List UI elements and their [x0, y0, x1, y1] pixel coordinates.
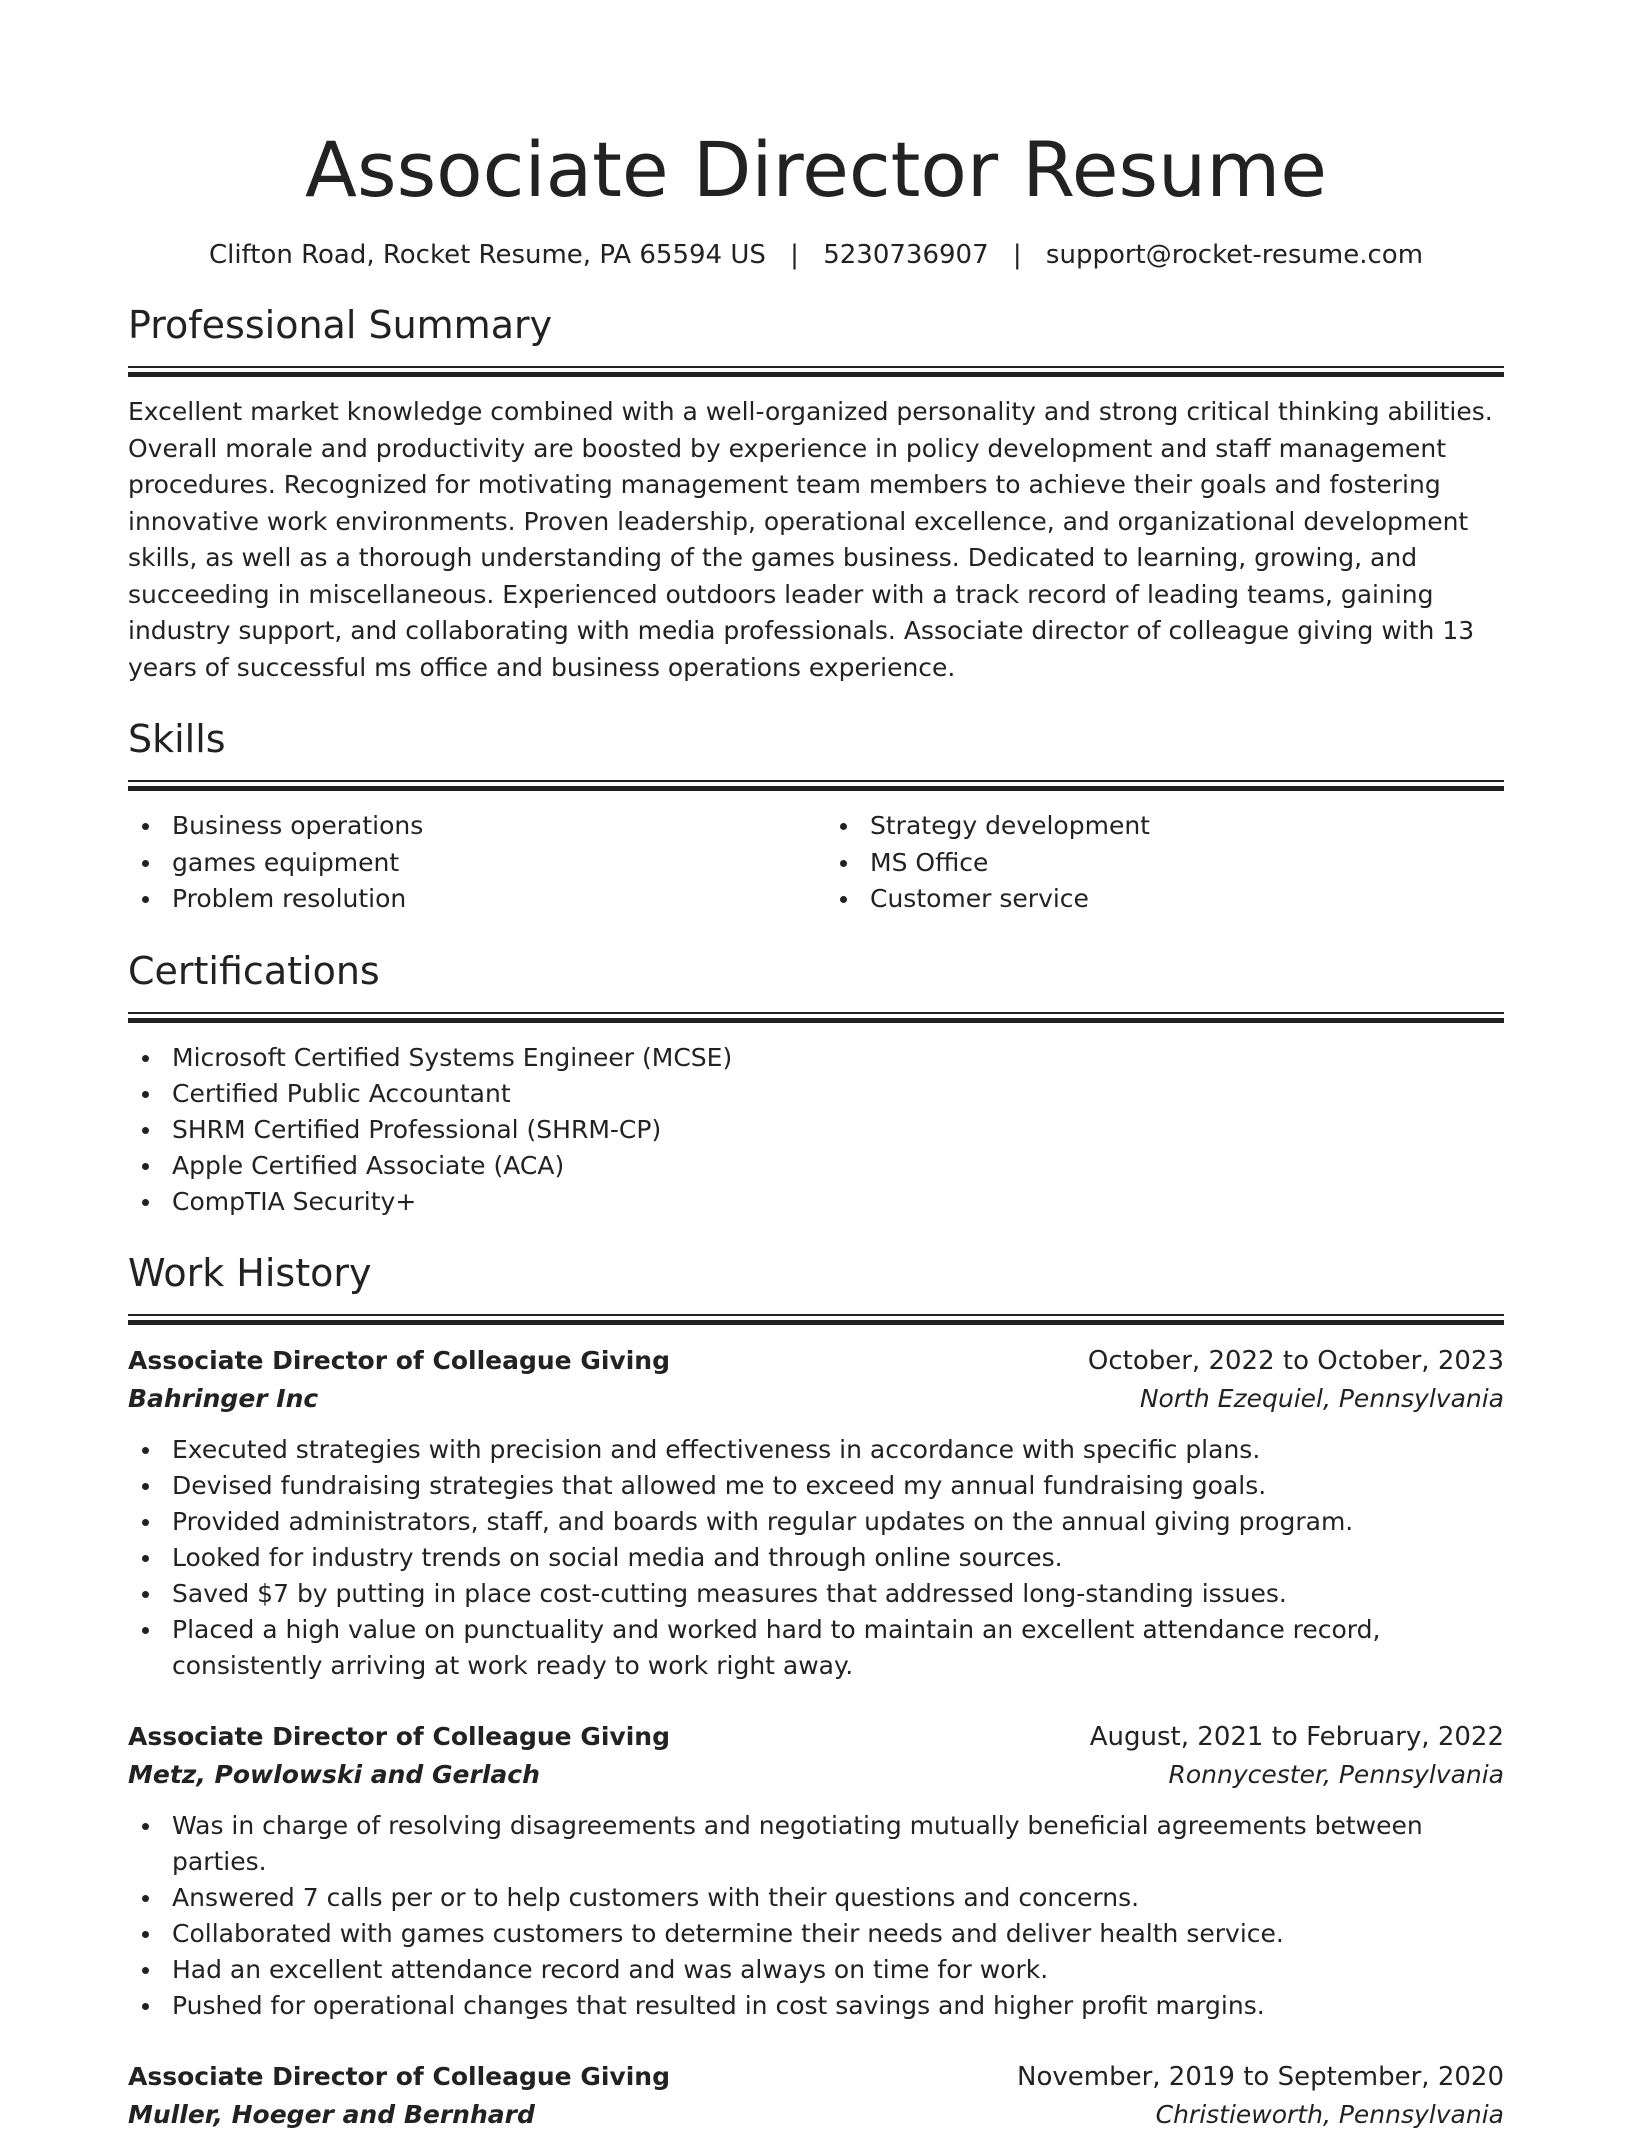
job-bullet-text: Had an excellent attendance record and was always on time for work. — [172, 1954, 1049, 1984]
bullet-icon — [142, 2003, 149, 2010]
bullet-icon — [142, 1895, 149, 1902]
contact-separator: | — [1012, 240, 1022, 270]
job-bullet — [128, 1808, 1504, 1880]
section-heading: Certifications — [128, 948, 380, 993]
bullet-icon — [142, 1519, 149, 1526]
bullet-icon — [142, 1127, 149, 1134]
bullet-icon — [142, 1967, 149, 1974]
job-location: Ronnycester, Pennsylvania — [1168, 1759, 1504, 1789]
work-history-section — [128, 1248, 1504, 2134]
job-subheader-row — [128, 1380, 1504, 1418]
job-bullet-text: Provided administrators, staff, and boards with regular updates on the annual giving program. — [172, 1506, 1354, 1536]
bullet-icon — [142, 1555, 149, 1562]
job-bullet — [128, 1468, 1504, 1504]
bullet-icon — [840, 860, 847, 867]
bullet-icon — [142, 1091, 149, 1098]
job-entry — [128, 1342, 1504, 1684]
job-bullet — [128, 1504, 1504, 1540]
section-heading: Skills — [128, 717, 226, 761]
certifications-list — [128, 1040, 1504, 1220]
bullet-icon — [142, 860, 149, 867]
contact-line — [128, 238, 1504, 272]
job-bullet-text: Devised fundraising strategies that allowed me to exceed my annual fundraising goals. — [172, 1470, 1267, 1500]
section-divider — [128, 366, 1504, 378]
contact-address: Clifton Road, Rocket Resume, PA 65594 US — [208, 240, 766, 270]
summary-text: Excellent market knowledge combined with a well-organized personality and strong critical thinking abilities. Overall morale and productivity are boosted by experience in policy development and staff management procedures. Recognized for motivating management team members to achieve their goals and fostering innovative work environments. Proven leadership, operational excellence, and organizational development skills, as well as a thorough understanding of the games business. Dedicated to learning, growing, and succeeding in miscellaneous. Experienced outdoors leader with a track record of leading teams, gaining industry support, and collaborating with media professionals. Associate director of colleague giving with 13 years of successful ms office and business operations experience. — [128, 397, 1493, 682]
certification-text: SHRM Certified Professional (SHRM-CP) — [172, 1114, 662, 1144]
job-dates: August, 2021 to February, 2022 — [1089, 1721, 1504, 1752]
job-bullet-text: Answered 7 calls per or to help customers with their questions and concerns. — [172, 1882, 1140, 1912]
contact-separator: | — [790, 240, 799, 270]
job-dates: October, 2022 to October, 2023 — [1087, 1345, 1504, 1376]
bullet-icon — [142, 896, 149, 903]
job-bullet — [128, 1988, 1504, 2024]
job-bullet-text: Collaborated with games customers to determine their needs and deliver health service. — [172, 1918, 1284, 1948]
section-heading: Professional Summary — [128, 303, 553, 347]
job-bullet — [128, 1540, 1504, 1576]
professional-summary-section — [128, 300, 1504, 686]
bullet-icon — [840, 896, 847, 903]
skill-item — [128, 808, 806, 845]
skill-item — [826, 845, 1504, 882]
job-bullet — [128, 1880, 1504, 1916]
skill-item — [128, 845, 806, 882]
job-header-row — [128, 1718, 1504, 1756]
company-name: Metz, Powlowski and Gerlach — [128, 1759, 540, 1789]
job-header-row — [128, 1342, 1504, 1380]
certification-text: Certified Public Accountant — [172, 1078, 511, 1108]
job-bullet-text: Pushed for operational changes that resulted in cost savings and higher profit margins. — [172, 1990, 1265, 2020]
bullet-icon — [142, 1055, 149, 1062]
bullet-icon — [142, 1591, 149, 1598]
job-entry — [128, 1718, 1504, 2024]
certifications-section — [128, 946, 1504, 1220]
job-header-row — [128, 2058, 1504, 2096]
resume-content — [128, 120, 1504, 2134]
section-divider — [128, 780, 1504, 792]
job-title: Associate Director of Colleague Giving — [128, 1721, 670, 1751]
job-bullet — [128, 1432, 1504, 1468]
section-heading: Work History — [128, 1250, 372, 1295]
bullet-icon — [142, 1627, 149, 1634]
job-bullet-text: Executed strategies with precision and effectiveness in accordance with specific plans. — [172, 1434, 1261, 1464]
certification-item — [128, 1148, 1504, 1184]
section-divider — [128, 1012, 1504, 1024]
job-bullet — [128, 1952, 1504, 1988]
resume-title: Associate Director Resume — [304, 125, 1328, 214]
skills-grid — [128, 808, 1504, 918]
contact-phone: 5230736907 — [823, 240, 989, 270]
job-title: Associate Director of Colleague Giving — [128, 2061, 670, 2091]
certification-item — [128, 1040, 1504, 1076]
job-location: Christieworth, Pennsylvania — [1155, 2099, 1504, 2129]
company-name: Muller, Hoeger and Bernhard — [128, 2099, 535, 2129]
skill-text: Problem resolution — [172, 884, 407, 913]
job-bullets — [128, 1808, 1504, 2024]
contact-email: support@rocket-resume.com — [1045, 240, 1424, 270]
job-bullet — [128, 1576, 1504, 1612]
skill-text: Strategy development — [870, 811, 1150, 840]
bullet-icon — [142, 1931, 149, 1938]
job-subheader-row — [128, 1756, 1504, 1794]
job-bullet — [128, 1612, 1504, 1684]
skills-left-column — [128, 808, 806, 918]
certification-text: Apple Certified Associate (ACA) — [172, 1150, 565, 1180]
job-bullet-text: Saved $7 by putting in place cost-cutting measures that addressed long-standing issues. — [172, 1578, 1287, 1608]
bullet-icon — [142, 1163, 149, 1170]
skills-section — [128, 714, 1504, 918]
section-divider — [128, 1314, 1504, 1326]
bullet-icon — [142, 823, 149, 830]
certification-text: Microsoft Certified Systems Engineer (MCSE) — [172, 1042, 733, 1072]
bullet-icon — [142, 1447, 149, 1454]
certification-item — [128, 1112, 1504, 1148]
certification-item — [128, 1184, 1504, 1220]
company-name: Bahringer Inc — [128, 1383, 319, 1413]
bullet-icon — [142, 1199, 149, 1206]
job-subheader-row — [128, 2096, 1504, 2134]
bullet-icon — [142, 1483, 149, 1490]
skill-text: games equipment — [172, 847, 400, 877]
skill-text: Customer service — [870, 884, 1089, 913]
job-bullet-text: Placed a high value on punctuality and worked hard to maintain an excellent attendance record, consistently arriving at work ready to work right away. — [172, 1614, 1381, 1680]
skill-text: Business operations — [172, 811, 424, 840]
skill-text: MS Office — [870, 847, 989, 877]
job-bullet-text: Was in charge of resolving disagreements and negotiating mutually beneficial agreements between parties. — [172, 1810, 1423, 1876]
job-bullet — [128, 1916, 1504, 1952]
job-title: Associate Director of Colleague Giving — [128, 1345, 670, 1375]
bullet-icon — [840, 823, 847, 830]
job-dates: November, 2019 to September, 2020 — [1017, 2061, 1504, 2092]
certification-item — [128, 1076, 1504, 1112]
bullet-icon — [142, 1823, 149, 1830]
job-location: North Ezequiel, Pennsylvania — [1139, 1383, 1504, 1413]
skill-item — [826, 808, 1504, 845]
job-entry — [128, 2058, 1504, 2134]
skills-right-column — [826, 808, 1504, 918]
job-bullet-text: Looked for industry trends on social media and through online sources. — [172, 1542, 1063, 1572]
skill-item — [128, 881, 806, 918]
skill-item — [826, 881, 1504, 918]
certification-text: CompTIA Security+ — [172, 1186, 417, 1216]
job-bullets — [128, 1432, 1504, 1684]
